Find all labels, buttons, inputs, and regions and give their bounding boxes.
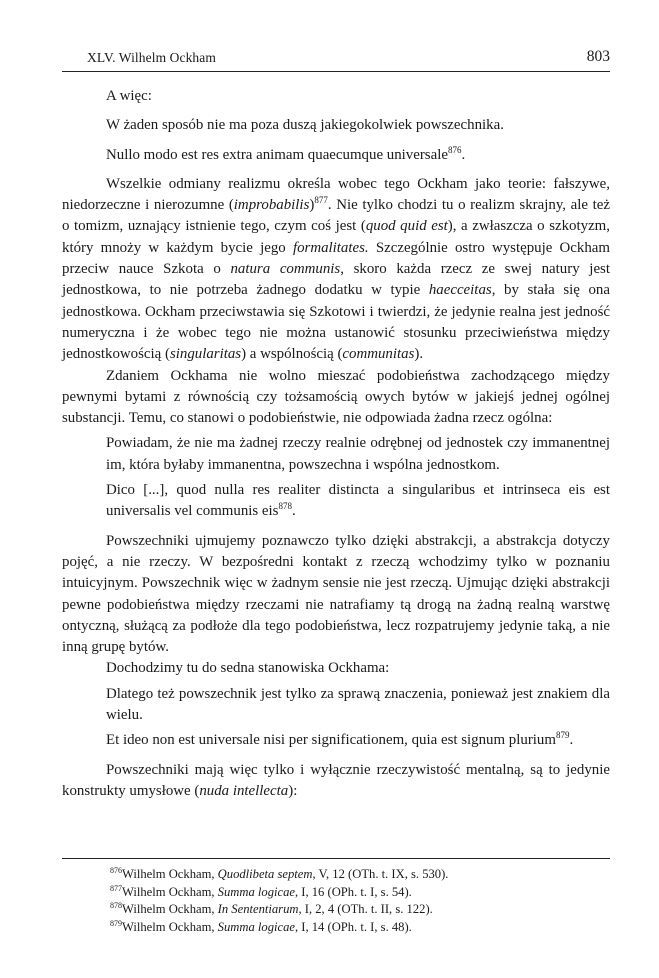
paragraph: Powszechniki mają więc tylko i wyłącznie rzeczywistość mentalną, są to jedynie konstrukty umysłowe (nuda intellecta): [62,761,610,799]
paragraph: Dochodzimy tu do sedna stanowiska Ockhama: [106,660,390,677]
main-text [62,86,610,802]
footnote: $^{876}$Wilhelm Ockham, Quodlibeta septem, V, 12 (OTh. t. IX, s. 530). [110,865,449,881]
footnote-rule [62,858,610,859]
paragraph: A więc: [106,88,152,104]
block-quote: Powiadam, że nie ma żadnej rzeczy realnie odrębnej od jednostek czy immanentnej im, która byłaby immanentna, powszechna i wspólna jednostkom. [106,435,610,473]
footnote-ref: 876 [447,144,462,155]
footnotes [62,866,610,936]
header-rule [62,71,610,72]
footnote: $^{877}$Wilhelm Ockham, Summa logicae, I, 16 (OPh. t. I, s. 54). [110,883,412,899]
paragraph: Powszechniki ujmujemy poznawczo tylko dzięki abstrakcji, a abstrakcja dotyczy pojęć, a nie rzeczy. W bezpośredni kontakt z rzeczą wchodzimy tylko w poznaniu intuicyjnym. Powszechnik więc w żadnym sensie nie jest rzeczą. Ujmując dzięki abstrakcji pewne podobieństwa między rzeczami nie natrafiamy tą drogą na żadną realną warstwę ontyczną, służącą za podłoże dla tego podobieństwa, lecz rozpatrujemy jedynie taką, a nie inną grupę bytów. [62,532,610,656]
page-number: 803 [586,48,610,65]
block-quote: Dlatego też powszechnik jest tylko za sprawą znaczenia, ponieważ jest znakiem dla wielu. [106,685,610,724]
block-quote-latin: Dico [...], quod nulla res realiter distincta a singularibus et intrinseca eis est universalis vel communis eis$^{878}$. [106,482,610,520]
paragraph: Zdaniem Ockhama nie wolno mieszać podobieństwa zachodzącego między pewnymi bytami z równością czy tożsamością owych bytów w jakiejś jednej ogólnej substancji. Temu, co stanowi o podobieństwie, nie odpowiada żadna rzecz ogólna: [62,367,610,427]
chapter-title: XLV. Wilhelm Ockham [87,50,216,65]
paragraph: W żaden sposób nie ma poza duszą jakiegokolwiek powszechnika. [106,117,504,134]
footnote-ref: 878 [278,501,292,512]
footnote: $^{878}$Wilhelm Ockham, In Sententiarum, I, 2, 4 (OTh. t. II, s. 122). [110,900,433,916]
running-header [62,50,610,70]
paragraph: Wszelkie odmiany realizmu określa wobec tego Ockham jako teorie: fałszywe, niedorzeczne i nierozumne (improbabilis)$^{877}$. Nie tylko chodzi tu o realizm skrajny, ale też o tomizm, uznający istnienie tego, czym coś jest (quod quid est), a zwłaszcza o szkotyzm, który mnoży w każdym bycie jego formalitates. Szczególnie ostro występuje Ockham przeciw nauce Szkota o natura communis, skoro każda rzecz ze swej natury jest jednostkowa, to nie potrzeba żadnego dodatku w typie haecceitas, by stała się ona jednostkowa. Ockham przeciwstawia się Szkotowi i twierdzi, że jedynie realna jest jedność numeryczna i że wobec tego nie można ustanowić stosunku przeciwieństwa między jednostkowością (singularitas) a wspólnością (communitas). [62,175,610,363]
footnote-ref: 877 [314,195,328,206]
footnote-ref: 879 [555,730,570,741]
paragraph-latin: Nullo modo est res extra animam quaecumque universale$^{876}$. [106,144,466,163]
block-quote-latin: Et ideo non est universale nisi per significationem, quia est signum plurium$^{879}$. [106,730,574,749]
footnote: $^{879}$Wilhelm Ockham, Summa logicae, I, 14 (OPh. t. I, s. 48). [110,918,412,934]
